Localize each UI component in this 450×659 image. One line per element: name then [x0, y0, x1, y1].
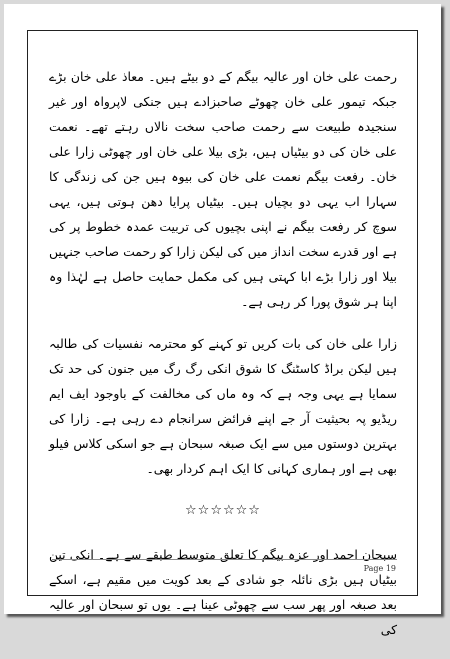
- paragraph-2: زارا علی خان کی بات کریں تو کہنے کو محترمہ نفسیات کی طالبہ ہیں لیکن براڈ کاسٹنگ کا شوق انکی رگ رگ میں جنون کی حد تک سمایا ہے یہی وجہ ہے کہ وہ ماں کی مخالفت کے باوجود ایف ایم ریڈیو پہ بحیثیت آر جے اپنے فرائض سرانجام دے رہی ہے۔ زارا کی بہترین دوستوں میں سے ایک صبغہ سبحان ہے جو اسکی کلاس فیلو بھی ہے اور ہماری کہانی کا ایک اہم کردار بھی۔: [49, 336, 397, 476]
- paragraph-3: سبحان احمد اور عزہ بیگم کا تعلق متوسط طبقے سے ہے۔ انکی تین بیٹیاں ہیں بڑی نائلہ جو شادی کے بعد کویت میں مقیم ہے، اسکے بعد صبغہ اور پھر سب سے چھوٹی عینا ہے۔ یوں تو سبحان اور عالیہ کی: [49, 547, 397, 637]
- section-separator-stars: ☆☆☆☆☆☆: [185, 503, 261, 518]
- paragraph-1: رحمت علی خان اور عالیہ بیگم کے دو بیٹے ہیں۔ معاذ علی خان بڑے جبکہ تیمور علی خان چھوٹے صاحبزادے ہیں جنکی لاپرواہ اور غیر سنجیدہ طبیعت سے رحمت صاحب سخت نالاں رہتے تھے۔ نعمت علی خان کی دو بیٹیاں ہیں، بڑی بیلا علی خان اور چھوٹی زارا علی خان۔ رفعت بیگم نعمت علی خان کی بیوہ ہیں جن کی زندگی کا سہارا اب یہی دو بچیاں ہیں۔ بیٹیاں پرایا دھن ہوتی ہیں، یہی سوچ کر رفعت بیگم نے اپنی بچیوں کی تربیت عمدہ خطوط پر کی ہے اور قدرے سخت انداز میں کی لیکن زارا کو رحمت صاحب جنہیں بیلا اور زارا بڑے ابا کہتی ہیں کی مکمل حمایت حاصل ہے لہٰذا وہ اپنا ہر شوق پورا کر رہی ہے۔: [49, 69, 397, 309]
- body-text: [49, 64, 397, 659]
- page-number: Page 19: [363, 564, 396, 573]
- footer-divider: [52, 559, 397, 560]
- document-page: [4, 4, 441, 637]
